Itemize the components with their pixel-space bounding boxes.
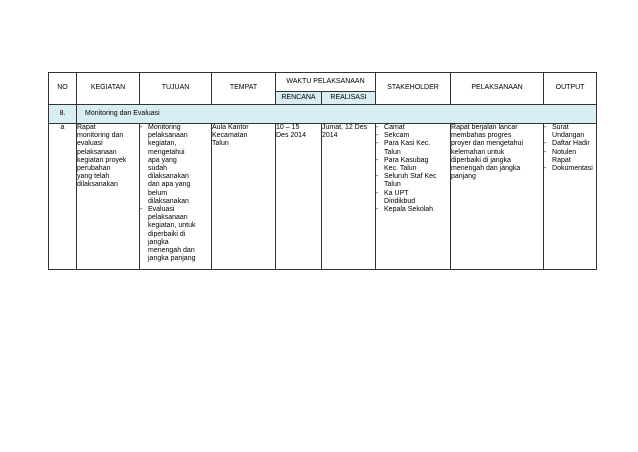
tujuan-line: menengah dan — [148, 247, 195, 255]
header-no: NO — [49, 73, 77, 105]
realisasi-line: 2014 — [322, 132, 338, 140]
list-item — [376, 206, 450, 214]
list-item — [376, 124, 450, 132]
tujuan-line: dilaksanakan — [148, 173, 189, 181]
pelaksanaan-line: panjang — [451, 173, 476, 181]
cell-stakeholder — [376, 124, 451, 270]
tujuan-line: kegiatan, untuk — [148, 222, 196, 230]
tujuan-line: pelaksanaan — [148, 132, 188, 140]
cell-tempat — [212, 124, 276, 270]
list-item — [544, 165, 596, 173]
output-line: Undangan — [552, 132, 585, 140]
kegiatan-line: evaluasi — [77, 140, 103, 148]
tujuan-line: diperbaiki di — [148, 230, 186, 238]
stakeholder-line: Dindikbud — [384, 197, 416, 205]
list-item — [140, 124, 211, 206]
output-line: - Notulen — [552, 148, 577, 156]
tujuan-line: mengetahui — [148, 148, 185, 156]
stakeholder-line: Kec. Talun — [384, 165, 417, 173]
kegiatan-line: pelaksanaan — [77, 148, 117, 156]
kegiatan-line: dilaksanakan — [77, 181, 118, 189]
stakeholder-line: - Para Kasubag — [384, 156, 429, 164]
cell-output — [544, 124, 597, 270]
header-tujuan: TUJUAN — [140, 73, 212, 105]
cell-rencana — [276, 124, 322, 270]
tempat-line: Talun — [212, 140, 229, 148]
header-tempat: TEMPAT — [212, 73, 276, 105]
kegiatan-line: monitoring dan — [77, 132, 124, 140]
stakeholder-line: - Seluruh Staf Kec — [384, 173, 437, 181]
tujuan-line: - Evaluasi — [148, 206, 175, 214]
stakeholder-list — [376, 124, 450, 214]
tujuan-line: dan apa yang — [148, 181, 191, 189]
stakeholder-line: - Camat — [384, 124, 405, 131]
pelaksanaan-line: menengah dan jangka — [451, 165, 521, 173]
list-item — [376, 190, 450, 206]
tujuan-line: pelaksanaan — [148, 214, 188, 222]
stakeholder-line: - Sekcam — [384, 132, 410, 140]
list-item — [376, 173, 450, 189]
tujuan-line: jangka panjang — [148, 255, 196, 263]
section-row — [49, 105, 597, 124]
cell-pelaksanaan — [451, 124, 544, 270]
header-rencana: RENCANA — [276, 92, 322, 105]
pelaksanaan-line: proyer dan mengetahui — [451, 140, 524, 148]
output-line: - Surat — [552, 124, 569, 131]
list-item — [544, 149, 596, 165]
header-pelaksanaan: PELAKSANAAN — [451, 73, 544, 105]
row-number: a — [49, 124, 77, 270]
header-realisasi: REALISASI — [322, 92, 376, 105]
kegiatan-line: Rapat — [77, 124, 96, 131]
list-item — [376, 157, 450, 173]
cell-kegiatan — [77, 124, 140, 270]
report-table — [48, 72, 597, 270]
pelaksanaan-line: membahas progres — [451, 132, 512, 140]
realisasi-line: Jumat, 12 Des — [322, 124, 368, 131]
tujuan-line: sudah — [148, 165, 168, 173]
pelaksanaan-line: Rapat berjalan lancar — [451, 124, 518, 131]
tujuan-line: dilaksanakan — [148, 197, 189, 205]
output-line: - Dokumentasi — [552, 165, 593, 173]
table-row — [49, 124, 597, 270]
stakeholder-line: Talun — [384, 181, 401, 189]
list-item — [544, 140, 596, 148]
output-line: - Daftar Hadir — [552, 140, 590, 148]
list-item — [376, 140, 450, 156]
tujuan-line: - Monitoring — [148, 124, 181, 131]
tujuan-line: jangka — [148, 238, 169, 246]
output-line: Rapat — [552, 156, 571, 164]
list-item — [376, 132, 450, 140]
header-stakeholder: STAKEHOLDER — [376, 73, 451, 105]
stakeholder-line: - Ka UPT — [384, 189, 409, 197]
stakeholder-line: - Para Kasi Kec. — [384, 140, 431, 148]
header-output: OUTPUT — [544, 73, 597, 105]
cell-realisasi — [322, 124, 376, 270]
output-list — [544, 124, 596, 173]
tujuan-line: kegiatan, — [148, 140, 177, 148]
header-row — [49, 73, 597, 92]
rencana-line: Des 2014 — [276, 132, 306, 140]
header-waktu-pelaksanaan: WAKTU PELAKSANAAN — [276, 73, 376, 92]
stakeholder-line: - Kepala Sekolah — [384, 206, 434, 214]
tempat-line: Aula Kantor — [212, 124, 249, 131]
stakeholder-line: Talun — [384, 148, 401, 156]
pelaksanaan-line: diperbaiki di jangka — [451, 156, 511, 164]
rencana-line: 10 – 15 — [276, 124, 300, 131]
pelaksanaan-line: kelemahan untuk — [451, 148, 505, 156]
tujuan-line: belum — [148, 189, 168, 197]
kegiatan-line: kegiatan proyek — [77, 156, 127, 164]
tujuan-list — [140, 124, 211, 263]
section-title: Monitoring dan Evaluasi — [77, 105, 597, 124]
list-item — [544, 124, 596, 140]
list-item — [140, 206, 211, 263]
tempat-line: Kecamatan — [212, 132, 248, 140]
section-number: 8. — [49, 105, 77, 124]
tujuan-line: apa yang — [148, 156, 177, 164]
kegiatan-line: perubahan — [77, 165, 111, 173]
cell-tujuan — [140, 124, 212, 270]
header-kegiatan: KEGIATAN — [77, 73, 140, 105]
kegiatan-line: yang telah — [77, 173, 110, 181]
